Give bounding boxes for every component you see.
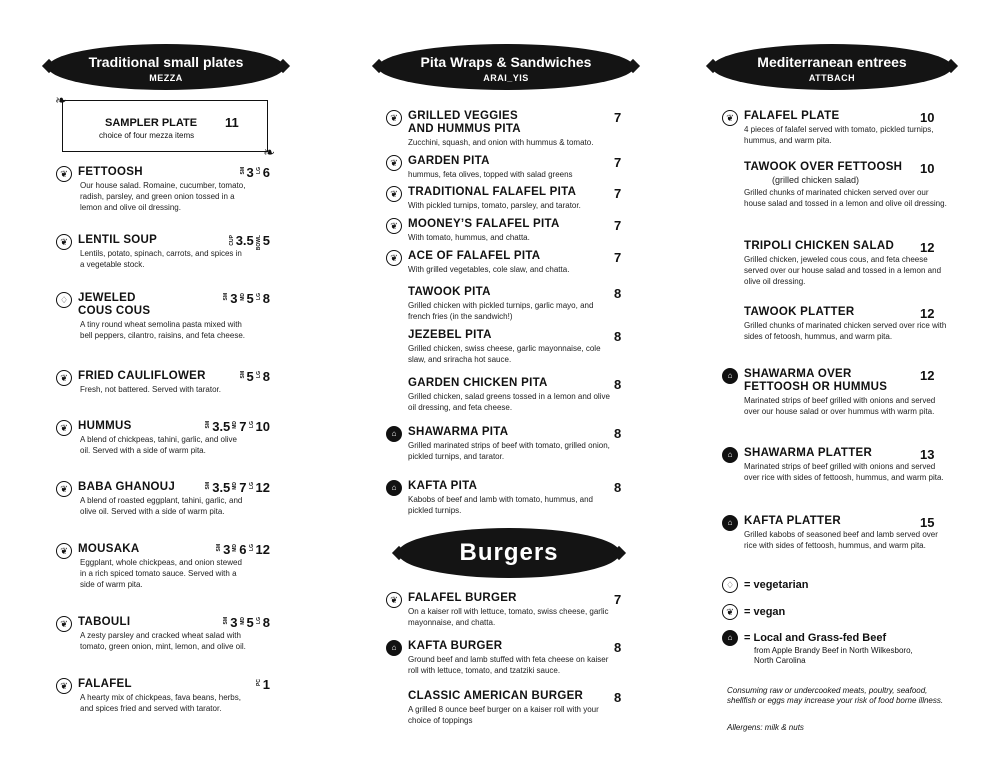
- legend-label: = Local and Grass-fed Beef: [744, 632, 887, 644]
- item-name: GARDEN PITA: [408, 155, 490, 167]
- item-name: HUMMUS: [78, 420, 132, 432]
- item-name-line2: FETTOOSH OR HUMMUS: [744, 381, 888, 393]
- item-description: Ground beef and lamb stuffed with feta cheese on kaiser roll with lettuce, tomato, and tzatziki sauce.: [408, 655, 609, 675]
- size-label: MD: [239, 617, 246, 625]
- menu-item: [386, 690, 626, 726]
- menu-item: [722, 306, 962, 342]
- item-name: BABA GHANOUJ: [78, 481, 176, 493]
- menu-item: [56, 616, 270, 652]
- size-value: 6: [239, 542, 247, 557]
- size-price: [229, 233, 254, 248]
- item-size-prices: [240, 165, 270, 180]
- size-label: SM: [205, 421, 212, 429]
- item-price: 10: [920, 161, 935, 176]
- vegan-icon: ❦: [56, 616, 72, 632]
- size-label: SM: [205, 482, 212, 490]
- size-value: 6: [262, 165, 270, 180]
- menu-item: [56, 678, 270, 714]
- item-name-line2: COUS COUS: [78, 305, 151, 317]
- item-name: FETTOOSH: [78, 166, 143, 178]
- entrees-banner: [712, 44, 952, 90]
- size-label: LG: [255, 371, 262, 378]
- size-value: 3: [230, 291, 238, 306]
- size-price: [240, 291, 254, 306]
- item-name-line2: AND HUMMUS PITA: [408, 123, 521, 135]
- section-subtitle: MEZZA: [149, 73, 183, 83]
- legend-beef: [722, 630, 913, 666]
- item-description: A grilled 8 ounce beef burger on a kaiser roll with your choice of toppings: [408, 705, 599, 725]
- vegan-icon: ❦: [56, 678, 72, 694]
- item-price: 12: [920, 306, 935, 321]
- item-name: SHAWARMA OVER: [744, 368, 852, 380]
- size-label: CUP: [228, 235, 235, 246]
- item-description: Lentils, potato, spinach, carrots, and spices in a vegetable stock.: [80, 249, 242, 269]
- item-description: hummus, feta olives, topped with salad greens: [408, 170, 573, 179]
- item-size-prices: [223, 615, 270, 630]
- item-description: On a kaiser roll with lettuce, tomato, swiss cheese, garlic mayonnaise, and chatta.: [408, 607, 609, 627]
- size-label: BOWL: [255, 235, 262, 251]
- item-price: 12: [920, 240, 935, 255]
- menu-item: [56, 370, 270, 395]
- size-price: [256, 369, 270, 384]
- section-title: Traditional small plates: [88, 54, 244, 70]
- section-subtitle: ARAI_YIS: [483, 73, 529, 83]
- menu-item: [386, 250, 626, 275]
- item-name: TAWOOK PLATTER: [744, 306, 855, 318]
- menu-item: [386, 377, 626, 413]
- vegan-icon: ❦: [56, 166, 72, 182]
- menu-item: [386, 110, 626, 148]
- legend-label: = vegan: [744, 606, 786, 618]
- item-name: TABOULI: [78, 616, 131, 628]
- size-label: SM: [239, 167, 246, 175]
- menu-item: [56, 420, 270, 456]
- size-label: LG: [248, 544, 255, 551]
- size-price: [205, 480, 230, 495]
- item-description: Grilled chunks of marinated chicken served over rice with sides of fetoosh, hummus, and warm pita.: [744, 321, 947, 341]
- allergens-note: Allergens: milk & nuts: [727, 723, 804, 732]
- size-value: 5: [246, 369, 254, 384]
- size-label: MD: [232, 482, 239, 490]
- beef-icon: ⌂: [722, 368, 738, 384]
- item-name: KAFTA BURGER: [408, 640, 503, 652]
- burgers-banner: Burgers: [398, 528, 620, 578]
- item-name: SHAWARMA PLATTER: [744, 447, 873, 459]
- item-price: 8: [614, 329, 622, 344]
- size-price: [249, 419, 270, 434]
- size-value: 5: [262, 233, 270, 248]
- vegan-icon: ❦: [386, 110, 402, 126]
- item-price: 8: [614, 426, 622, 441]
- item-price: 13: [920, 447, 935, 462]
- beef-icon: ⌂: [386, 426, 402, 442]
- item-subtitle: (grilled chicken salad): [772, 175, 860, 185]
- size-value: 8: [262, 369, 270, 384]
- item-name: JEWELED: [78, 292, 136, 304]
- item-price: 8: [614, 286, 622, 301]
- menu-item: [386, 155, 626, 180]
- beef-icon: ⌂: [722, 630, 738, 646]
- item-description: A hearty mix of chickpeas, fava beans, herbs, and spices fried and served with tarator.: [80, 693, 241, 713]
- size-label: MD: [232, 544, 239, 552]
- size-price: [232, 480, 246, 495]
- size-value: 1: [262, 677, 270, 692]
- item-description: 4 pieces of falafel served with tomato, pickled turnips, hummus, and warm pita.: [744, 125, 934, 145]
- item-description: A blend of roasted eggplant, tahini, garlic, and olive oil. Served with a side of warm pita.: [80, 496, 243, 516]
- item-size-prices: [229, 233, 270, 250]
- item-price: 7: [614, 155, 622, 170]
- item-price: 11: [225, 115, 239, 130]
- vegan-icon: ❦: [386, 186, 402, 202]
- size-price: [232, 542, 246, 557]
- size-value: 3.5: [235, 233, 254, 248]
- item-description: Grilled marinated strips of beef with tomato, grilled onion, pickled turnips, and tarator.: [408, 441, 610, 461]
- item-name: TRADITIONAL FALAFEL PITA: [408, 186, 577, 198]
- item-price: 12: [920, 368, 935, 383]
- size-value: 3.5: [212, 419, 231, 434]
- size-label: SM: [223, 617, 230, 625]
- vegetarian-icon: ♢: [722, 577, 738, 593]
- item-price: 15: [920, 515, 935, 530]
- menu-item: [386, 480, 626, 516]
- item-description: A zesty parsley and cracked wheat salad with tomato, green onion, mint, lemon, and olive oil.: [80, 631, 246, 651]
- vegan-icon: ❦: [722, 604, 738, 620]
- pita-banner: [378, 44, 634, 90]
- item-description: With tomato, hummus, and chatta.: [408, 233, 530, 242]
- beef-icon: ⌂: [386, 640, 402, 656]
- item-description: Grilled chicken with pickled turnips, garlic mayo, and french fries (in the sandwich!): [408, 301, 594, 321]
- item-price: 8: [614, 690, 622, 705]
- vegan-icon: ❦: [56, 370, 72, 386]
- vegan-icon: ❦: [386, 592, 402, 608]
- beef-icon: ⌂: [722, 447, 738, 463]
- beef-icon: ⌂: [722, 515, 738, 531]
- item-price: 8: [614, 480, 622, 495]
- size-value: 7: [239, 419, 247, 434]
- menu-item: [56, 234, 270, 270]
- menu-item: [386, 592, 626, 628]
- size-price: [249, 480, 270, 495]
- size-price: [223, 615, 237, 630]
- size-value: 10: [255, 419, 270, 434]
- menu-item: [386, 218, 626, 243]
- size-price: [232, 419, 246, 434]
- size-label: SM: [223, 293, 230, 301]
- size-label: LG: [248, 482, 255, 489]
- item-size-prices: [223, 291, 270, 306]
- size-value: 12: [255, 542, 270, 557]
- size-value: 3: [230, 615, 238, 630]
- item-price: 7: [614, 592, 622, 607]
- size-label: PC: [255, 679, 262, 686]
- vegan-icon: ❦: [56, 543, 72, 559]
- size-value: 8: [262, 615, 270, 630]
- size-value: 12: [255, 480, 270, 495]
- item-name: ACE OF FALAFEL PITA: [408, 250, 541, 262]
- size-label: LG: [255, 167, 262, 174]
- size-price: [240, 165, 254, 180]
- menu-item: [722, 161, 962, 209]
- legend-vegan: [722, 604, 785, 620]
- size-price: [256, 615, 270, 630]
- size-price: [256, 233, 270, 250]
- size-value: 3.5: [212, 480, 231, 495]
- menu-item: [722, 515, 962, 551]
- legend-sub: from Apple Brandy Beef in North Wilkesboro,: [754, 646, 913, 655]
- item-name: TRIPOLI CHICKEN SALAD: [744, 240, 895, 252]
- menu-item: [386, 329, 626, 365]
- item-description: A blend of chickpeas, tahini, garlic, and olive oil. Served with a side of warm pita.: [80, 435, 237, 455]
- size-label: SM: [239, 371, 246, 379]
- vegetarian-icon: ♢: [56, 292, 72, 308]
- vegan-icon: ❦: [386, 155, 402, 171]
- legend-vegetarian: [722, 577, 809, 593]
- vegan-icon: ❦: [56, 234, 72, 250]
- size-value: 5: [246, 291, 254, 306]
- vegan-icon: ❦: [386, 218, 402, 234]
- item-description: Zucchini, squash, and onion with hummus & tomato.: [408, 138, 594, 147]
- size-price: [249, 542, 270, 557]
- item-description: Marinated strips of beef grilled with onions and served over our house salad or over hummus with warm pita.: [744, 396, 936, 416]
- size-value: 5: [246, 615, 254, 630]
- size-label: LG: [255, 617, 262, 624]
- size-price: [240, 615, 254, 630]
- item-name: FRIED CAULIFLOWER: [78, 370, 206, 382]
- item-name: KAFTA PITA: [408, 480, 478, 492]
- size-value: 7: [239, 480, 247, 495]
- item-description: choice of four mezza items: [99, 131, 195, 140]
- item-name: MOONEY’S FALAFEL PITA: [408, 218, 560, 230]
- item-description: With grilled vegetables, cole slaw, and chatta.: [408, 265, 570, 274]
- item-name: CLASSIC AMERICAN BURGER: [408, 690, 584, 702]
- item-description: Grilled kabobs of seasoned beef and lamb served over rice with sides of fettoosh, hummus, and warm pita.: [744, 530, 938, 550]
- item-price: 10: [920, 110, 935, 125]
- size-price: [240, 369, 254, 384]
- size-label: MD: [239, 293, 246, 301]
- size-price: [205, 419, 230, 434]
- item-price: 7: [614, 110, 622, 125]
- sampler-plate-box: [55, 92, 275, 160]
- menu-item: [56, 166, 270, 213]
- menu-item: [386, 186, 626, 211]
- item-name: FALAFEL BURGER: [408, 592, 517, 604]
- item-name: GRILLED VEGGIES: [408, 110, 518, 122]
- item-description: Grilled chicken, jeweled cous cous, and feta cheese served over our house salad and tossed in a lemon and olive oil dressing.: [744, 255, 942, 286]
- item-size-prices: [256, 677, 270, 692]
- section-title: Mediterranean entrees: [757, 54, 907, 70]
- item-size-prices: [205, 480, 270, 495]
- size-label: LG: [248, 421, 255, 428]
- item-price: 7: [614, 250, 622, 265]
- menu-item: [386, 426, 626, 462]
- item-name: SHAWARMA PITA: [408, 426, 509, 438]
- item-description: A tiny round wheat semolina pasta mixed with bell peppers, cilantro, raisins, and feta cheese.: [80, 320, 245, 340]
- beef-icon: ⌂: [386, 480, 402, 496]
- menu-item: [56, 481, 270, 517]
- item-size-prices: [216, 542, 270, 557]
- size-value: 3: [223, 542, 231, 557]
- size-price: [256, 291, 270, 306]
- menu-item: [722, 110, 962, 146]
- item-description: Grilled chicken, salad greens tossed in a lemon and olive oil dressing, and feta cheese.: [408, 392, 610, 412]
- item-description: Grilled chicken, swiss cheese, garlic mayonnaise, cole slaw, and sriracha hot sauce.: [408, 344, 601, 364]
- item-description: Fresh, not battered. Served with tarator.: [80, 385, 221, 394]
- size-label: MD: [232, 421, 239, 429]
- item-description: Marinated strips of beef grilled with onions and served over rice with sides of fettoosh, hummus, and warm pita.: [744, 462, 944, 482]
- size-price: [216, 542, 230, 557]
- menu-item: [722, 240, 962, 287]
- legend-label: = vegetarian: [744, 579, 809, 591]
- ornament-icon: ❧: [263, 144, 275, 160]
- item-price: 8: [614, 377, 622, 392]
- item-price: 8: [614, 640, 622, 655]
- vegan-icon: ❦: [56, 420, 72, 436]
- item-name: KAFTA PLATTER: [744, 515, 841, 527]
- vegan-icon: ❦: [386, 250, 402, 266]
- item-name: TAWOOK OVER FETTOOSH: [744, 161, 903, 173]
- menu-item: [56, 543, 270, 590]
- vegan-icon: ❦: [722, 110, 738, 126]
- section-subtitle: ATTBACH: [808, 73, 856, 83]
- item-name: FALAFEL: [78, 678, 132, 690]
- item-size-prices: [240, 369, 270, 384]
- menu-item: [722, 368, 962, 417]
- mezza-banner: [48, 44, 284, 90]
- item-name: SAMPLER PLATE: [105, 117, 198, 129]
- section-title: Pita Wraps & Sandwiches: [420, 54, 592, 70]
- food-safety-disclaimer: Consuming raw or undercooked meats, poultry, seafood, shellfish or eggs may increase your risk of food borne illness.: [727, 686, 944, 705]
- item-name: GARDEN CHICKEN PITA: [408, 377, 548, 389]
- menu-item: [56, 292, 270, 341]
- item-description: Kabobs of beef and lamb with tomato, hummus, and pickled turnips.: [408, 495, 593, 515]
- size-label: LG: [255, 293, 262, 300]
- item-price: 7: [614, 218, 622, 233]
- size-price: [256, 677, 270, 692]
- item-name: FALAFEL PLATE: [744, 110, 840, 122]
- item-description: Our house salad. Romaine, cucumber, tomato, radish, parsley, and green onion tossed in a lemon and olive oil dressing.: [80, 181, 246, 212]
- size-price: [256, 165, 270, 180]
- size-value: 8: [262, 291, 270, 306]
- menu-item: [386, 640, 626, 676]
- item-size-prices: [205, 419, 270, 434]
- vegan-icon: ❦: [56, 481, 72, 497]
- size-value: 3: [246, 165, 254, 180]
- item-description: Grilled chunks of marinated chicken served over our house salad and tossed in a lemon and olive oil dressing.: [744, 188, 947, 208]
- size-price: [223, 291, 237, 306]
- size-label: SM: [216, 544, 223, 552]
- item-name: TAWOOK PITA: [408, 286, 491, 298]
- item-name: LENTIL SOUP: [78, 234, 158, 246]
- item-name: JEZEBEL PITA: [408, 329, 492, 341]
- legend-sub: North Carolina: [754, 656, 806, 665]
- item-description: Eggplant, whole chickpeas, and onion stewed in a rich spiced tomato sauce. Served with a side of warm pita.: [80, 558, 242, 589]
- item-name: MOUSAKA: [78, 543, 140, 555]
- ornament-icon: ❧: [55, 92, 67, 108]
- item-description: With pickled turnips, tomato, parsley, and tarator.: [408, 201, 581, 210]
- item-price: 7: [614, 186, 622, 201]
- menu-item: [722, 447, 962, 483]
- menu-item: [386, 286, 626, 322]
